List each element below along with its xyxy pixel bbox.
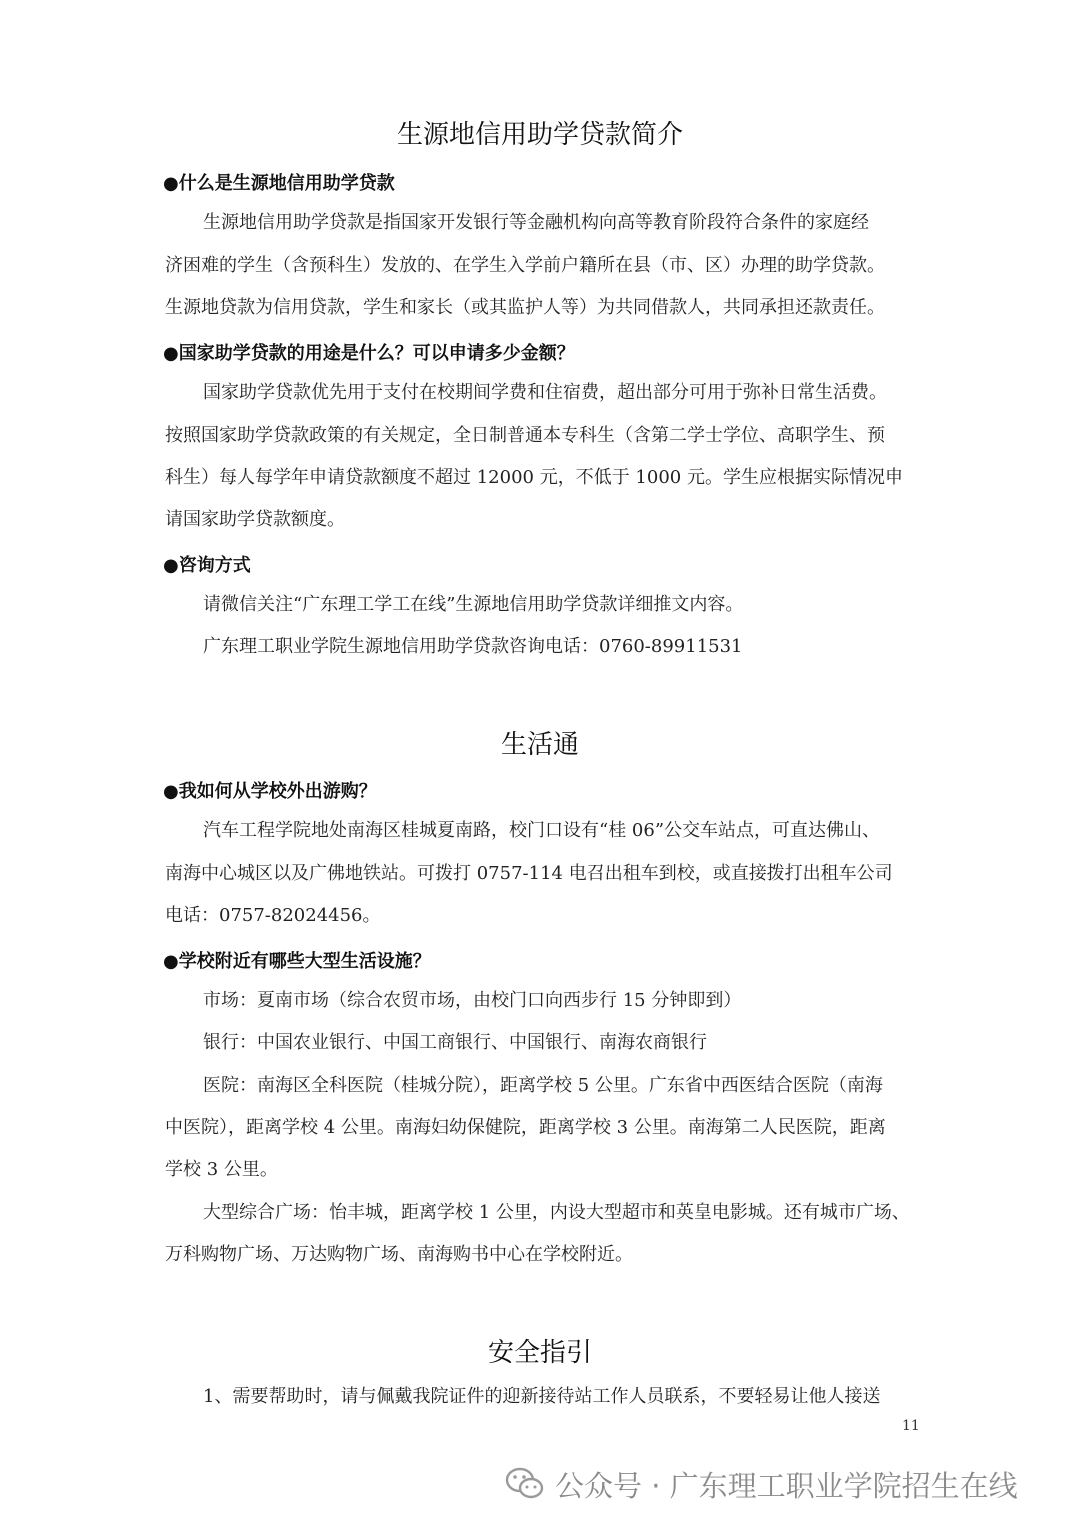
- life-question-2: ●学校附近有哪些大型生活设施？: [163, 951, 431, 972]
- safety-title: 安全指引: [487, 1338, 592, 1368]
- life-paragraph-1-line-1: 汽车工程学院地处南海区桂城夏南路，校门口设有“桂 06”公交车站点，可直达佛山、: [203, 820, 881, 841]
- life-market: 市场：夏南市场（综合农贸市场，由校门口向西步行 15 分钟即到）: [203, 990, 742, 1011]
- loan-paragraph-1-line-1: 生源地信用助学贷款是指国家开发银行等金融机构向高等教育阶段符合条件的家庭经: [203, 212, 869, 233]
- loan-paragraph-2-line-4: 请国家助学贷款额度。: [165, 509, 345, 530]
- life-paragraph-1-line-3: 电话：0757-82024456。: [165, 905, 381, 926]
- loan-paragraph-2-line-3: 科生）每人每学年申请贷款额度不超过 12000 元，不低于 1000 元。学生应根据实际情况申: [165, 467, 903, 488]
- loan-paragraph-1-line-2: 济困难的学生（含预科生）发放的、在学生入学前户籍所在县（市、区）办理的助学贷款。: [165, 255, 885, 276]
- loan-question-1: ●什么是生源地信用助学贷款: [163, 173, 395, 194]
- life-paragraph-1-line-2: 南海中心城区以及广佛地铁站。可拨打 0757-114 电召出租车到校，或直接拨打出租车公司: [165, 863, 893, 884]
- loan-paragraph-2-line-1: 国家助学贷款优先用于支付在校期间学费和住宿费，超出部分可用于弥补日常生活费。: [203, 382, 887, 403]
- footer-text: 公众号 · 广东理工职业学院招生在线: [555, 1468, 1018, 1503]
- loan-paragraph-1-line-3: 生源地贷款为信用贷款，学生和家长（或其监护人等）为共同借款人，共同承担还款责任。: [165, 297, 885, 318]
- safety-paragraph-1: 1、需要帮助时，请与佩戴我院证件的迎新接待站工作人员联系，不要轻易让他人接送: [203, 1386, 881, 1407]
- life-hospital-line-2: 中医院），距离学校 4 公里。南海妇幼保健院，距离学校 3 公里。南海第二人民医院，距离: [165, 1117, 886, 1138]
- life-bank: 银行：中国农业银行、中国工商银行、中国银行、南海农商银行: [203, 1032, 707, 1053]
- footer-watermark: [505, 1462, 1018, 1506]
- life-plaza-line-2: 万科购物广场、万达购物广场、南海购书中心在学校附近。: [165, 1244, 633, 1265]
- loan-title: 生源地信用助学贷款简介: [396, 120, 683, 150]
- loan-paragraph-2-line-2: 按照国家助学贷款政策的有关规定，全日制普通本专科生（含第二学士学位、高职学生、预: [165, 425, 885, 446]
- wechat-icon: [505, 1466, 545, 1502]
- life-plaza-line-1: 大型综合广场：怡丰城，距离学校 1 公里，内设大型超市和英皇电影城。还有城市广场、: [203, 1202, 910, 1223]
- life-question-1: ●我如何从学校外出游购？: [163, 781, 377, 802]
- life-hospital-line-3: 学校 3 公里。: [165, 1159, 278, 1180]
- life-hospital-line-1: 医院：南海区全科医院（桂城分院），距离学校 5 公里。广东省中西医结合医院（南海: [203, 1075, 883, 1096]
- loan-contact-line-1: 请微信关注“广东理工学工在线”生源地信用助学贷款详细推文内容。: [203, 594, 744, 615]
- loan-question-3: ●咨询方式: [163, 555, 251, 576]
- loan-contact-line-2: 广东理工职业学院生源地信用助学贷款咨询电话：0760-89911531: [203, 636, 743, 657]
- life-title: 生活通: [500, 730, 579, 760]
- loan-question-2: ●国家助学贷款的用途是什么？可以申请多少金额？: [163, 343, 575, 364]
- page-number: 11: [902, 1418, 920, 1434]
